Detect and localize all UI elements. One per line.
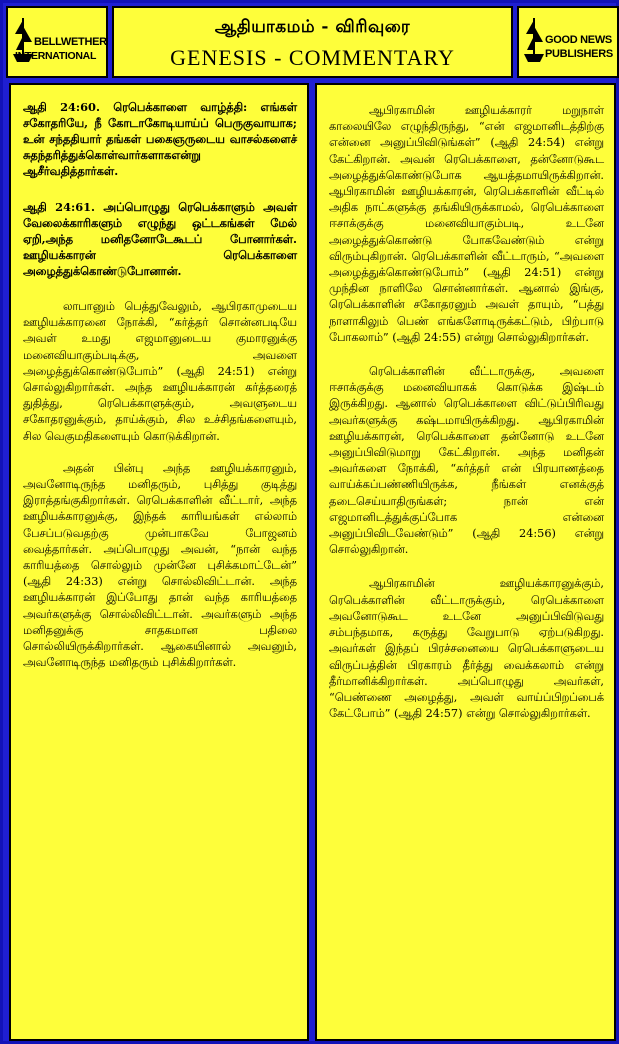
title-box bbox=[112, 6, 513, 78]
verse-24-60: ஆதி 24:60. ரெபெக்காளை வாழ்த்தி: எங்கள் சகோதரியே, நீ கோடாகோடியாய்ப் பெருகுவாயாக; உன் சந்ததியார் தங்கள் பகைஞருடைய வாசல்களைச் சுதந்தரித்துக்கொள்வார்களாகஎன்று ஆசீர்வதித்தார்கள். bbox=[23, 100, 297, 178]
right-column bbox=[315, 83, 616, 1041]
commentary-paragraph: ரெபெக்காளின் வீட்டாருக்கு, அவளை ஈசாக்குக்கு மனைவியாகக் கொடுக்க இஷ்டம் இருக்கிறது. ஆனால் ரெபெக்காளை விட்டுப்பிரிவது அவர்களுக்கு கஷ்டமாயிருக்கிறது. ஆபிரகாமின் ஊழியக்காரன், ரெபெக்காளை தன்னோடு உடனே அனுப்பிவிடுமாறு கேட்கிறான். அந்த மனிதன் அவர்களை நோக்கி, “கர்த்தர் என் பிரயாணத்தை வாய்க்கப்பண்ணியிருக்க, நீங்கள் எனக்குத் தடைசெய்யாதிருங்கள்; நான் என் எஜமானிடத்துக்குப்போக என்னை அனுப்பிவிடவேண்டும்” (ஆதி 24:56) என்று சொல்லுகிறான். bbox=[329, 365, 604, 557]
logo-left-line1: BELLWETHER bbox=[34, 36, 107, 48]
commentary-paragraph: ஆபிரகாமின் ஊழியக்காரனுக்கும், ரெபெக்காளின் வீட்டாருக்கும், ரெபெக்காளை அவனோடுகூட உடனே அனுப்பிவிடுவது சம்பந்தமாக, கருத்து வேறுபாடு ஏற்படுகிறது. அவர்கள் இந்தப் பிரச்சனையை ரெபெக்காளுடைய விருப்பத்தின் பிரகாரம் தீர்த்து வைக்கலாம் என்று தீர்மானிக்கிறார்கள். அப்பொழுது அவர்கள், “பெண்ணை அழைத்து, அவள் வாய்ப்பிறப்பைக் கேட்போம்” (ஆதி 24:57) என்று சொல்லுகிறார்கள். bbox=[329, 577, 604, 721]
left-column bbox=[9, 83, 309, 1041]
title-english: GENESIS - COMMENTARY bbox=[170, 45, 455, 70]
logo-right-line2: PUBLISHERS bbox=[545, 48, 613, 60]
header bbox=[6, 6, 619, 78]
bellwether-logo bbox=[6, 6, 108, 78]
ship-icon bbox=[523, 16, 545, 64]
title-tamil: ஆதியாகமம் - விரிவுரை bbox=[214, 17, 411, 37]
logo-right-line1: GOOD NEWS bbox=[545, 34, 612, 46]
verse-24-61: ஆதி 24:61. அப்பொழுது ரெபெக்காளும் அவள் வேலைக்காரிகளும் எழுந்து ஒட்டகங்கள் மேல் ஏறி,அந்த மனிதனோடேகூடப் போனார்கள். ஊழியக்காரன் ரெபெக்காளை அழைத்துக்கொண்டுபோனான். bbox=[23, 200, 297, 278]
commentary-paragraph: அதன் பின்பு அந்த ஊழியக்காரனும், அவனோடிருந்த மனிதரும், புசித்து குடித்து இராத்தங்குகிறார்கள். ரெபெக்காளின் வீட்டார், அந்த ஊழியக்காரனுக்கு, இந்தக் காரியங்கள் எல்லாம் பேசப்படுவதற்கு முன்பாகவே போஜனம் வைத்தார்கள். அப்பொழுது அவன், “நான் வந்த காரியத்தை சொல்லும் முன்னே புசிக்கமாட்டேன்” (ஆதி 24:33) என்று சொல்லிவிட்டான். அந்த ஊழியக்காரன் இப்போது தான் வந்த காரியத்தை அவர்களுக்கு சொல்லிவிட்டான். அவர்களும் அந்த மனிதனுக்கு சாதகமான பதிலை சொல்லியிருக்கிறார்கள். ஆகையினால் அவனும், அவனோடிருந்த மனிதரும் புசிக்கிறார்கள். bbox=[23, 461, 297, 670]
logo-left-line2: INTERNATIONAL bbox=[15, 50, 97, 62]
commentary-paragraph: லாபானும் பெத்துவேலும், ஆபிரகாமுடைய ஊழியக்காரனை நோக்கி, “கர்த்தர் சொன்னபடியே அவள் உமது எஜமானுடைய குமாரனுக்கு மனைவியாகும்படிக்கு, அவளை அழைத்துக்கொண்டுபோம்” (ஆதி 24:51) என்று சொல்லுகிறார்கள். அந்த ஊழியக்காரன் கர்த்தரைத் துதித்து, ரெபெக்காளுக்கும், அவளுடைய சகோதரனுக்கும், தாய்க்கும், சில உச்சிதங்களையும், சில வெகுமதிகளையும் கொடுக்கிறான். bbox=[23, 300, 297, 443]
good-news-logo bbox=[517, 6, 619, 78]
commentary-paragraph: ஆபிரகாமின் ஊழியக்காரர் மறுநாள் காலையிலே எழுந்திருந்து, “என் எஜமானிடத்திற்கு என்னை அனுப்பிவிடுங்கள்” (ஆதி 24:54) என்று கேட்கிறான். அவன் ரெபெக்காளை, தன்னோடுகூட அழைத்துக்கொண்டுபோக ஆயத்தமாயிருக்கிறான். ஆபிரகாமின் ஊழியக்காரன், ரெபெக்காளின் வீட்டில் அதிக நாட்களுக்கு தங்கியிருக்காமல், ரெபெக்காளை ஈசாக்குக்கு மனைவியாகும்படி, உடனே அழைத்துக்கொண்டு போகவேண்டும் என்று விரும்புகிறான். ரெபெக்காளின் வீட்டாரும், “அவளை அழைத்துக்கொண்டுபோம்” (ஆதி 24:51) என்று முந்தின நாளிலே சொன்னார்கள். ஆனால் இங்கு, ரெபெக்காளின் சகோதரனும் அவள் தாயும், “பத்து நாளாகிலும் பெண் எங்களோடிருக்கட்டும், பிற்பாடு போகலாம்” (ஆதி 24:55) என்று சொல்லுகிறார்கள். bbox=[329, 104, 604, 344]
